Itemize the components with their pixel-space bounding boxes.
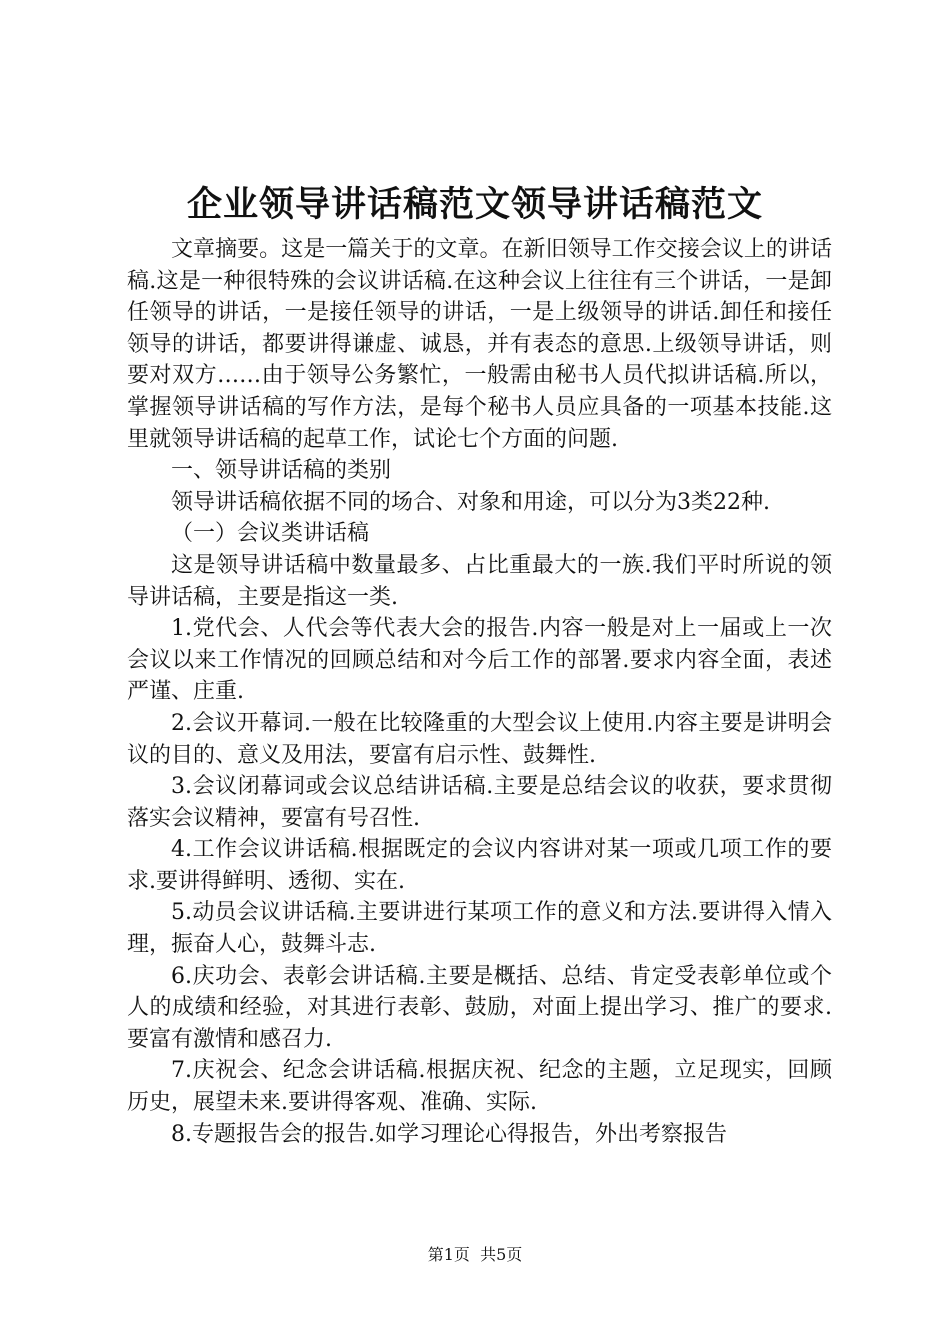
paragraph: 领导讲话稿依据不同的场合、对象和用途，可以分为3类22种. bbox=[171, 489, 770, 515]
document-body bbox=[127, 234, 832, 1150]
list-item-8: 8.专题报告会的报告.如学习理论心得报告，外出考察报告 bbox=[171, 1121, 727, 1147]
document-title: 企业领导讲话稿范文领导讲话稿范文 bbox=[186, 184, 763, 225]
list-item-6: 6.庆功会、表彰会讲话稿.主要是概括、总结、肯定受表彰单位或个人的成绩和经验，对其进行表彰、鼓励，对面上提出学习、推广的要求.要富有激情和感召力. bbox=[127, 963, 832, 1052]
page-number: 第1页 bbox=[427, 1245, 470, 1264]
page-footer bbox=[0, 1244, 950, 1266]
list-item-5: 5.动员会议讲话稿.主要讲进行某项工作的意义和方法.要讲得入情入理，振奋人心，鼓舞斗志. bbox=[127, 900, 832, 958]
list-item-7: 7.庆祝会、纪念会讲话稿.根据庆祝、纪念的主题，立足现实，回顾历史，展望未来.要讲得客观、准确、实际. bbox=[127, 1058, 832, 1116]
paragraph: 这是领导讲话稿中数量最多、占比重最大的一族.我们平时所说的领导讲话稿，主要是指这一类. bbox=[127, 552, 832, 610]
list-item-3: 3.会议闭幕词或会议总结讲话稿.主要是总结会议的收获，要求贯彻落实会议精神，要富有号召性. bbox=[127, 774, 832, 831]
list-item-4: 4.工作会议讲话稿.根据既定的会议内容讲对某一项或几项工作的要求.要讲得鲜明、透彻、实在. bbox=[127, 837, 832, 894]
paragraph-abstract: 文章摘要。这是一篇关于的文章。在新旧领导工作交接会议上的讲话稿.这是一种很特殊的会议讲话稿.在这种会议上往往有三个讲话，一是卸任领导的讲话，一是接任领导的讲话，一是上级领导的讲话.卸任和接任领导的讲话，都要讲得谦虚、诚恳，并有表态的意思.上级领导讲话，则要对双方……由于领导公务繁忙，一般需由秘书人员代拟讲话稿.所以，掌握领导讲话稿的写作方法，是每个秘书人员应具备的一项基本技能.这里就领导讲话稿的起草工作，试论七个方面的问题. bbox=[127, 237, 832, 452]
list-item-1: 1.党代会、人代会等代表大会的报告.内容一般是对上一届或上一次会议以来工作情况的回顾总结和对今后工作的部署.要求内容全面，表述严谨、庄重. bbox=[127, 616, 832, 705]
page-total: 共5页 bbox=[480, 1245, 523, 1264]
list-item-2: 2.会议开幕词.一般在比较隆重的大型会议上使用.内容主要是讲明会议的目的、意义及用法，要富有启示性、鼓舞性. bbox=[127, 710, 832, 768]
section-heading-1: 一、领导讲话稿的类别 bbox=[171, 458, 392, 484]
subsection-heading-1: （一）会议类讲话稿 bbox=[171, 521, 370, 547]
